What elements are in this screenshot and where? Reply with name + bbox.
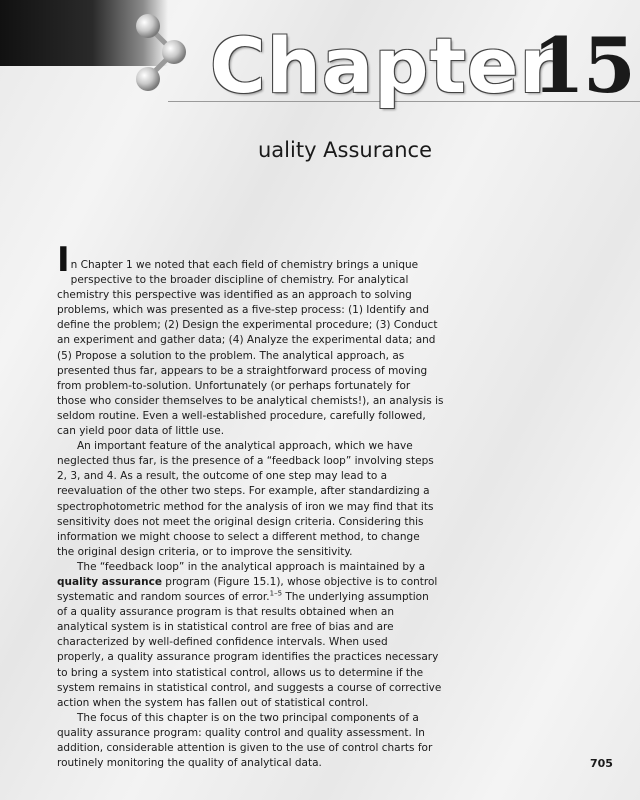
paragraph-line: neglected thus far, is the presence of a “feedback loop” involving steps xyxy=(57,455,434,468)
paragraph-line: action when the system has fallen out of statistical control. xyxy=(57,696,369,709)
paragraph-line: quality assurance program: quality control and quality assessment. In xyxy=(57,726,425,739)
paragraph-line: information we might choose to select a different method, to change xyxy=(57,530,420,543)
line-text: systematic and random sources of error. xyxy=(57,591,270,604)
paragraph-line: from problem-to-solution. Unfortunately (or perhaps fortunately for xyxy=(57,379,411,392)
body-text xyxy=(57,240,444,771)
paragraph-line: to bring a system into statistical control, allows us to determine if the xyxy=(57,666,424,679)
paragraph-line xyxy=(57,590,429,605)
paragraph-line: reevaluation of the other two steps. For example, after standardizing a xyxy=(57,485,430,498)
paragraph-line: chemistry this perspective was identified as an approach to solving xyxy=(57,289,412,302)
paragraph-line: routinely monitoring the quality of analytical data. xyxy=(57,757,322,770)
paragraph-line: the original design criteria, or to improve the sensitivity. xyxy=(57,545,353,558)
paragraph-line: An important feature of the analytical approach, which we have xyxy=(77,440,413,453)
line-text: The underlying assumption xyxy=(282,591,429,604)
line-text: program (Figure 15.1), whose objective is to control xyxy=(161,575,438,588)
chapter-subtitle: uality Assurance xyxy=(258,138,433,162)
paragraph-line: 2, 3, and 4. As a result, the outcome of one step may lead to a xyxy=(57,470,388,483)
reference-superscript: 1–5 xyxy=(269,589,283,598)
paragraph-line: The “feedback loop” in the analytical approach is maintained by a xyxy=(77,560,426,573)
paragraph-line: perspective to the broader discipline of chemistry. For analytical xyxy=(70,274,409,287)
drop-cap: I xyxy=(57,240,70,280)
paragraph-line: seldom routine. Even a well-established procedure, carefully followed, xyxy=(57,409,426,422)
paragraph-line: define the problem; (2) Design the experimental procedure; (3) Conduct xyxy=(57,319,438,332)
paragraph-line: properly, a quality assurance program identifies the practices necessary xyxy=(57,651,439,664)
paragraph-line: characterized by well-defined confidence intervals. When used xyxy=(57,636,388,649)
paragraph-line: addition, considerable attention is given to the use of control charts for xyxy=(57,742,433,754)
molecule-icon xyxy=(128,8,198,98)
chapter-number: 15 xyxy=(532,21,634,110)
paragraph-line: system remains in statistical control, and suggests a course of corrective xyxy=(57,681,442,694)
paragraph-line: sensitivity does not meet the original design criteria. Considering this xyxy=(57,515,424,528)
bold-term: quality assurance xyxy=(57,575,162,588)
paragraph-line xyxy=(57,575,438,590)
paragraph-line: n Chapter 1 we noted that each field of chemistry brings a unique xyxy=(70,259,419,271)
paragraph-line: those who consider themselves to be analytical chemists!), an analysis is xyxy=(57,394,444,407)
paragraph-line: spectrophotometric method for the analysis of iron we may find that its xyxy=(57,500,434,513)
paragraph-line: an experiment and gather data; (4) Analyze the experimental data; and xyxy=(57,334,436,347)
paragraph-line: can yield poor data of little use. xyxy=(57,425,225,438)
paragraph-line: analytical system is in statistical control are free of bias and are xyxy=(57,621,394,634)
paragraph-line: presented thus far, appears to be a straightforward process of moving xyxy=(57,364,428,377)
paragraph-line: (5) Propose a solution to the problem. The analytical approach, as xyxy=(57,349,405,362)
paragraph-line: problems, which was presented as a five-step process: (1) Identify and xyxy=(57,304,430,317)
page-number: 705 xyxy=(590,757,613,770)
paragraph-line: of a quality assurance program is that results obtained when an xyxy=(57,606,395,619)
paragraph-line: The focus of this chapter is on the two principal components of a xyxy=(77,711,419,724)
chapter-word: Chapter xyxy=(210,21,558,110)
